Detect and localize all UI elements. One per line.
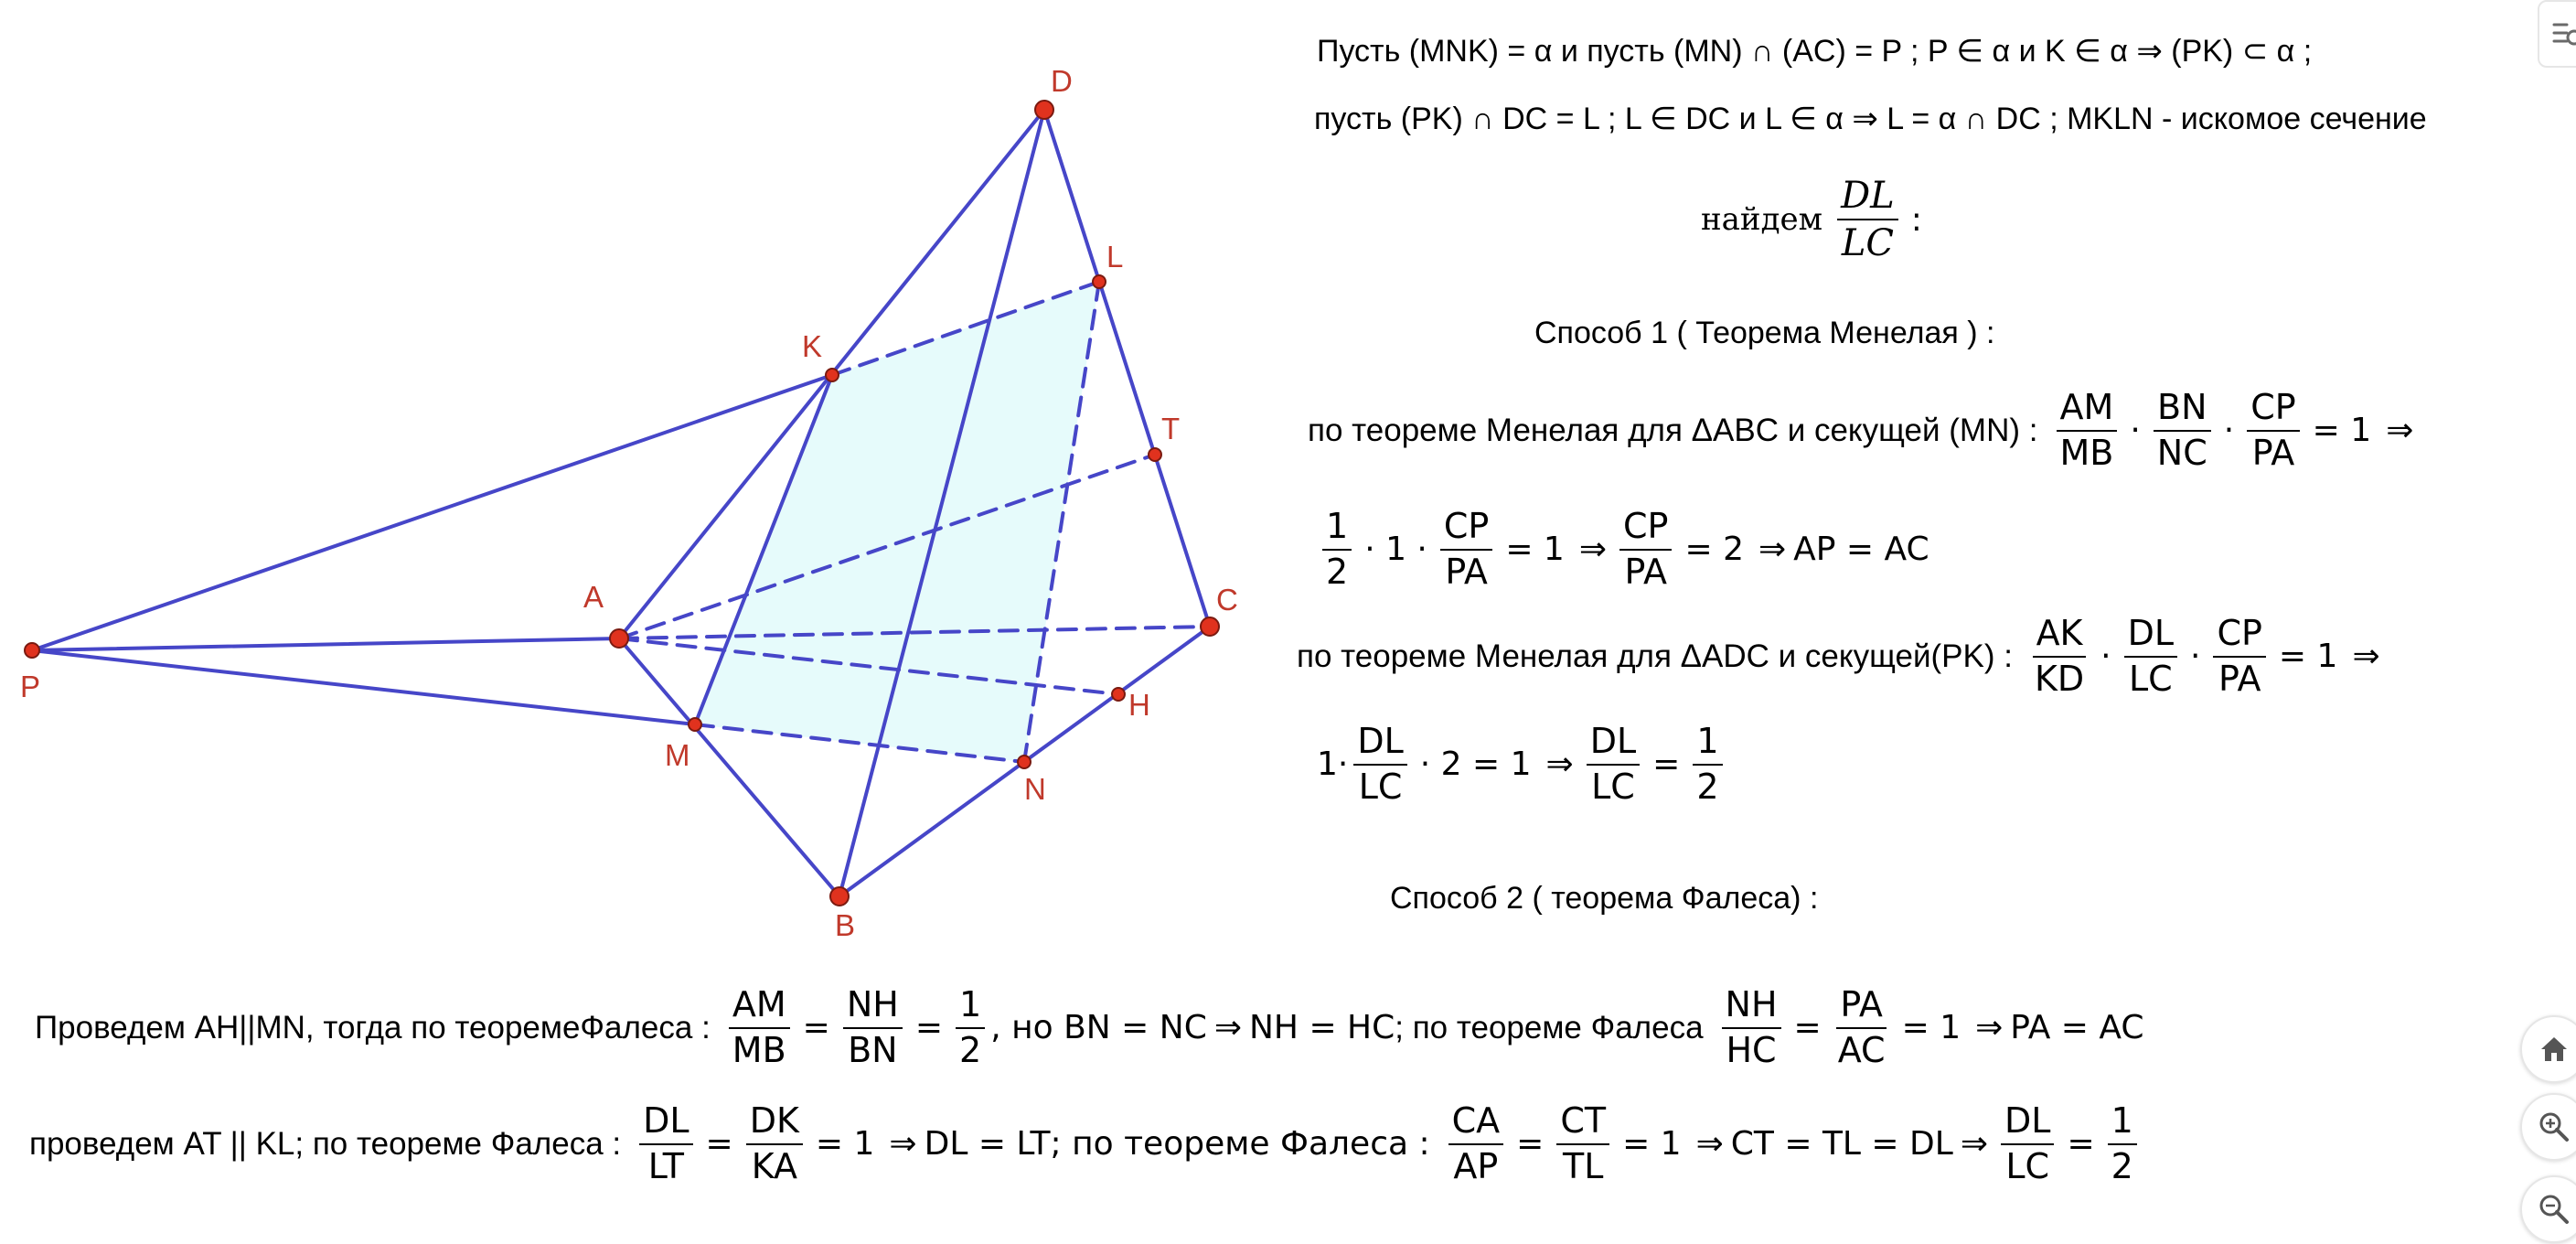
fraction-half-2: $\frac{1}{2}$ [1693, 723, 1722, 807]
menelaus-abc-line: по теореме Менелая для ΔABC и секущей (MN) : $\frac{AM}{MB}$ · $\frac{BN}{NC}$ · $\frac{CP}{PA}$ = 1 ⇒ [1308, 387, 2414, 473]
fraction-ca-ap: $\frac{CA}{AP}$ [1448, 1102, 1504, 1186]
find-word: найдем [1701, 201, 1823, 238]
label-t: T [1161, 412, 1181, 445]
fraction-pa-ac: $\frac{PA}{AC}$ [1837, 984, 1886, 1070]
thales-line-2: проведем AT || KL; по теореме Фалеса : $\frac{DL}{LT}$ = $\frac{DK}{KA}$ = 1 ⇒ DL = LT; по теореме Фалеса : $\frac{CA}{AP}$ = $\frac{CT}{TL}$ = 1 ⇒ CT = TL = DL ⇒ $\frac{DL}{LC}$ = $\frac{1}{2}$ [29, 1102, 2143, 1186]
point-d[interactable] [1035, 101, 1053, 119]
point-l[interactable] [1093, 275, 1106, 288]
point-n[interactable] [1018, 756, 1031, 768]
fraction-dl-lc-5: $\frac{DL}{LC}$ [2001, 1102, 2054, 1186]
fraction-am-mb: $\frac{AM}{MB}$ [2056, 389, 2117, 473]
edge-p-a [32, 638, 619, 650]
fraction-dl-lc: $\frac{DL}{LC}$ [1837, 176, 1898, 263]
statement-line-1 [1317, 33, 2312, 70]
statement-line-2 [1314, 101, 2427, 137]
colon: : [1910, 200, 1922, 239]
method-2-heading [1390, 881, 1818, 917]
thales-line-1: Проведем AH||MN, тогда по теоремеФалеса : $\frac{AM}{MB}$ = $\frac{NH}{BN}$ = $\frac{1}{2}$ , но BN = NC ⇒ NH = HC ; по теореме Фалеса $\frac{NH}{HC}$ = $\frac{PA}{AC}$ = 1 ⇒ PA = AC [35, 984, 2144, 1070]
fraction-ct-tl: $\frac{CT}{TL}$ [1556, 1102, 1609, 1186]
label-l: L [1106, 240, 1124, 273]
find-ratio-line [1701, 176, 1929, 263]
fraction-dl-lc-2: $\frac{DL}{LC}$ [2124, 615, 2177, 699]
point-m[interactable] [689, 718, 701, 731]
menelaus-abc-prefix: по теореме Менелая для ΔABC и секущей (MN) : [1308, 412, 2038, 448]
thales-prefix-1: Проведем AH||MN, тогда по теоремеФалеса : [35, 1009, 711, 1046]
menu-button[interactable] [2538, 0, 2576, 68]
label-h: H [1128, 688, 1150, 722]
ap-equals-ac: AP = AC [1793, 531, 1929, 569]
point-h[interactable] [1112, 688, 1125, 701]
fraction-half: $\frac{1}{2}$ [1322, 508, 1352, 592]
edge-p-k [32, 375, 832, 650]
menelaus-adc-prefix: по теореме Менелая для ΔADC и секущей(PK) : [1297, 638, 2013, 674]
statement-text-1: Пусть (MNK) = α и пусть (MN) ∩ (AC) = P ; P ∈ α и K ∈ α ⇒ (PK) ⊂ α ; [1317, 34, 2313, 69]
zoom-in-icon [2537, 1110, 2571, 1144]
label-m: M [665, 738, 690, 772]
fraction-dk-ka: $\frac{DK}{KA}$ [746, 1102, 803, 1186]
fraction-nh-bn: $\frac{NH}{BN}$ [843, 986, 903, 1070]
thales-prefix-2: проведем AT || KL; по теореме Фалеса : [29, 1125, 622, 1162]
zoom-in-button[interactable] [2520, 1093, 2576, 1161]
edge-p-m [32, 650, 695, 724]
home-icon [2538, 1033, 2571, 1066]
fraction-cp-pa-2: $\frac{CP}{PA}$ [1440, 508, 1492, 592]
method-1-title: Способ 1 ( Теорема Менелая ) : [1534, 316, 1995, 350]
label-p: P [20, 670, 41, 703]
point-c[interactable] [1201, 617, 1219, 636]
label-a: A [583, 580, 604, 614]
method-2-title: Способ 2 ( теорема Фалеса) : [1390, 881, 1819, 916]
menelaus-adc-line: по теореме Менелая для ΔADC и секущей(PK) : $\frac{AK}{KD}$ · $\frac{DL}{LC}$ · $\frac{CP}{PA}$ = 1 ⇒ [1297, 613, 2380, 699]
fraction-half-4: $\frac{1}{2}$ [2108, 1102, 2137, 1186]
point-t[interactable] [1149, 448, 1161, 461]
menelaus-result-line: $\frac{1}{2}$ · 1 · $\frac{CP}{PA}$ = 1 ⇒ $\frac{CP}{PA}$ = 2 ⇒ AP = AC [1317, 508, 1929, 592]
fraction-cp-pa-4: $\frac{CP}{PA}$ [2213, 615, 2265, 699]
fraction-half-3: $\frac{1}{2}$ [956, 986, 985, 1070]
fraction-bn-nc: $\frac{BN}{NC}$ [2154, 389, 2211, 473]
label-c: C [1216, 583, 1238, 617]
point-k[interactable] [826, 369, 839, 381]
label-n: N [1024, 772, 1046, 806]
fraction-dl-lc-4: $\frac{DL}{LC}$ [1587, 723, 1640, 807]
fraction-nh-hc: $\frac{NH}{HC}$ [1722, 986, 1781, 1070]
point-p[interactable] [25, 643, 39, 658]
label-k: K [802, 329, 823, 363]
fraction-ak-kd: $\frac{AK}{KD}$ [2031, 615, 2088, 699]
point-b[interactable] [830, 887, 849, 906]
fraction-dl-lt: $\frac{DL}{LT}$ [639, 1102, 692, 1186]
fraction-dl-lc-3: $\frac{DL}{LC}$ [1353, 723, 1406, 807]
fraction-cp-pa-3: $\frac{CP}{PA}$ [1619, 508, 1672, 592]
label-d: D [1051, 64, 1073, 98]
fraction-am-mb-2: $\frac{AM}{MB}$ [729, 986, 790, 1070]
zoom-out-icon [2537, 1192, 2571, 1227]
fraction-cp-pa: $\frac{CP}{PA}$ [2247, 389, 2299, 473]
menelaus-final-line: 1· $\frac{DL}{LC}$ · 2 = 1 ⇒ $\frac{DL}{LC}$ = $\frac{1}{2}$ [1317, 723, 1728, 807]
menu-icon [2550, 17, 2576, 50]
label-b: B [835, 908, 856, 942]
tetrahedron-diagram [0, 0, 1280, 970]
method-1-heading [1534, 316, 1994, 351]
zoom-out-button[interactable] [2520, 1175, 2576, 1243]
home-button[interactable] [2520, 1015, 2576, 1083]
statement-text-2: пусть (PK) ∩ DC = L ; L ∈ DC и L ∈ α ⇒ L = α ∩ DC ; MKLN - искомое сечение [1314, 102, 2427, 136]
point-a[interactable] [610, 629, 628, 648]
